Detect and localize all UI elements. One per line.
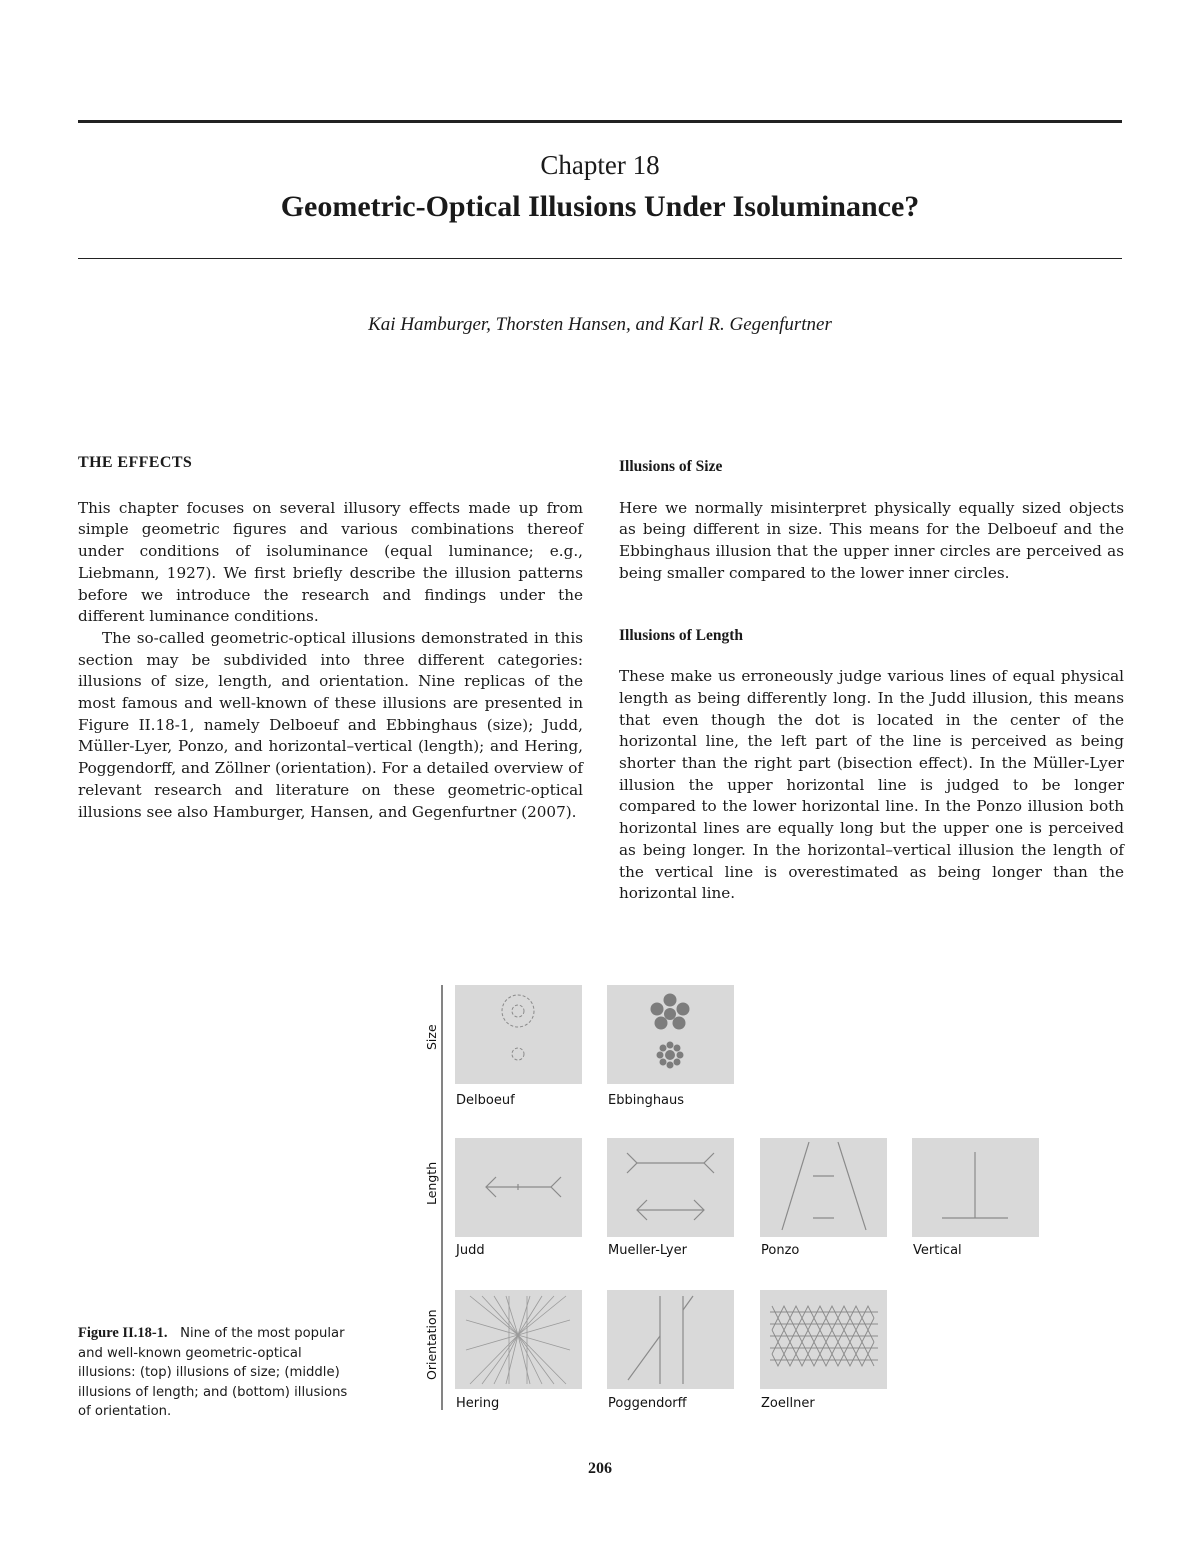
label-ebbinghaus: Ebbinghaus (608, 1093, 685, 1108)
paragraph-length: These make us erroneously judge various lines of equal physical length as being differently long. In the Judd illusion, this means that even though the dot is located in the center of the horizontal line, the left part of the line is perceived as being shorter than the right part (bisection effect). In the Müller-Lyer illusion the upper horizontal line is judged to be longer compared to the lower horizontal line. In the Ponzo illusion both horizontal lines are equally long but the upper one is perceived as being longer. In the horizontal–vertical illusion the length of the vertical line is overestimated as being longer than the horizontal line. (619, 667, 1124, 903)
paragraph-intro: This chapter focuses on several illusory effects made up from simple geometric figures and various combinations thereof under conditions of isoluminance (equal luminance; e.g., Liebmann, 1927). We first briefly describe the illusion patterns before we introduce the research and findings under the different luminance conditions. (78, 498, 583, 626)
section-heading-effects: THE EFFECTS (78, 454, 193, 471)
chapter-number: Chapter 18 (540, 150, 660, 180)
label-poggendorff: Poggendorff (608, 1396, 687, 1411)
panel-hering (455, 1290, 582, 1389)
ponzo-drawing (782, 1142, 866, 1230)
label-delboeuf: Delboeuf (456, 1093, 515, 1108)
label-mueller-lyer: Mueller-Lyer (608, 1243, 687, 1258)
row-label-length: Length (424, 1161, 439, 1205)
label-vertical: Vertical (913, 1243, 962, 1258)
subheading-length: Illusions of Length (619, 626, 744, 644)
ebbinghaus-drawing (651, 994, 690, 1069)
panel-ponzo (760, 1138, 887, 1237)
panel-mueller-lyer (607, 1138, 734, 1237)
panel-zoellner (760, 1290, 887, 1389)
vertical-drawing (942, 1152, 1008, 1218)
figure-caption (78, 1324, 358, 1422)
left-column (78, 452, 583, 823)
label-hering: Hering (456, 1396, 500, 1411)
poggendorff-drawing (628, 1296, 693, 1384)
zoellner-drawing (770, 1306, 878, 1366)
page-number: 206 (588, 1460, 612, 1477)
row-label-size: Size (424, 1024, 439, 1050)
row-label-orientation: Orientation (424, 1309, 439, 1380)
paragraph-categories: The so-called geometric-optical illusions demonstrated in this section may be subdivided into three different categories: illusions of size, length, and orientation. Nine replicas of the most famous and well-known of these illusions are presented in Figure II.18-1, namely Delboeuf and Ebbinghaus (size); Judd, Müller-Lyer, Ponzo, and horizontal–vertical (length); and Hering, Poggendorff, and Zöllner (orientation). For a detailed overview of relevant research and literature on these geometric-optical illusions see also Hamburger, Hansen, and Gegenfurtner (2007). (78, 628, 583, 821)
panel-poggendorff (607, 1290, 734, 1389)
hering-drawing (466, 1296, 570, 1384)
paragraph-size: Here we normally misinterpret physically equally sized objects as being different in size. This means for the Delboeuf and the Ebbinghaus illusion that the upper inner circles are perceived as being smaller compared to the lower inner circles. (619, 498, 1124, 582)
right-column (619, 456, 1124, 905)
title-rule (78, 258, 1122, 259)
caption-text: Nine of the most popular and well-known geometric-optical illusions: (top) illusions of size; (middle) illusions of length; and (bottom) illusions of orientation. (78, 1326, 348, 1419)
mueller-lyer-drawing (627, 1153, 714, 1220)
label-ponzo: Ponzo (761, 1243, 800, 1258)
authors: Kai Hamburger, Thorsten Hansen, and Karl R. Gegenfurtner (368, 314, 832, 335)
panel-backgrounds (455, 985, 1039, 1389)
delboeuf-drawing (502, 995, 534, 1060)
top-rule (78, 120, 1122, 123)
caption-label: Figure II.18-1. (78, 1325, 168, 1341)
panel-vertical (912, 1138, 1039, 1237)
label-judd: Judd (456, 1243, 485, 1258)
panel-ebbinghaus (607, 985, 734, 1084)
panel-delboeuf (455, 985, 582, 1084)
chapter-title: Geometric-Optical Illusions Under Isoluminance? (280, 190, 920, 223)
panel-judd (455, 1138, 582, 1237)
judd-drawing (486, 1177, 561, 1197)
label-zoellner: Zoellner (761, 1396, 815, 1411)
subheading-size: Illusions of Size (619, 458, 723, 475)
